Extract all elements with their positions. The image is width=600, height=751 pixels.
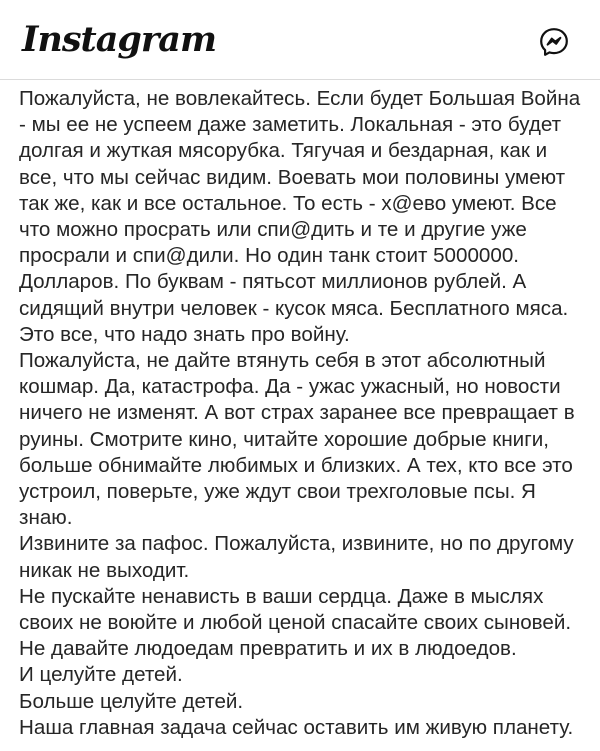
post-paragraph: И целуйте детей.	[19, 663, 183, 687]
post-paragraph: Извините за пафос. Пожалуйста, извините, но по другому никак не выходит.	[19, 532, 574, 582]
post-paragraph: Не пускайте ненависть в ваши сердца. Даже в мыслях своих не воюйте и любой ценой спасайте своих сыновей.	[19, 584, 572, 635]
post-paragraph: Пожалуйста, не вовлекайтесь. Если будет Большая Война - мы ее не успеем даже заметить. Локальная - это будет долгая и жуткая мясорубка. Тягучая и бездарная, как и все, что мы сейчас видим. Воевать мои половины умеют так же, как и все остальное. То есть - х@ево умеют. Все что можно просрать или спи@дить и те и другие уже просрали и спи@дили. Но один танк стоит 5000000. Долларов. По буквам - пятьсот миллионов рублей. А сидящий внутри человек - кусок мяса. Бесплатного мяса. Это все, что надо знать про войну.	[19, 87, 581, 346]
instagram-logo[interactable]: Instagram	[22, 19, 216, 60]
messenger-icon[interactable]	[538, 26, 570, 58]
top-bar	[0, 0, 600, 80]
messenger-icon-svg	[538, 26, 570, 58]
post-paragraph: Больше целуйте детей.	[19, 689, 244, 713]
post-paragraph: Наша главная задача сейчас оставить им живую планету.	[19, 715, 574, 739]
post-paragraph: Пожалуйста, не дайте втянуть себя в этот абсолютный кошмар. Да, катастрофа. Да - ужас ужасный, но новости ничего не изменят. А вот страх заранее все превращает в руины. Смотрите кино, читайте хорошие добрые книги, больше обнимайте любимых и близких. А тех, кто все это устроил, поверьте, уже ждут свои трехголовые псы. Я знаю.	[19, 349, 575, 530]
post-paragraph: Не давайте людоедам превратить и их в людоедов.	[19, 637, 517, 661]
post-caption	[19, 86, 587, 741]
